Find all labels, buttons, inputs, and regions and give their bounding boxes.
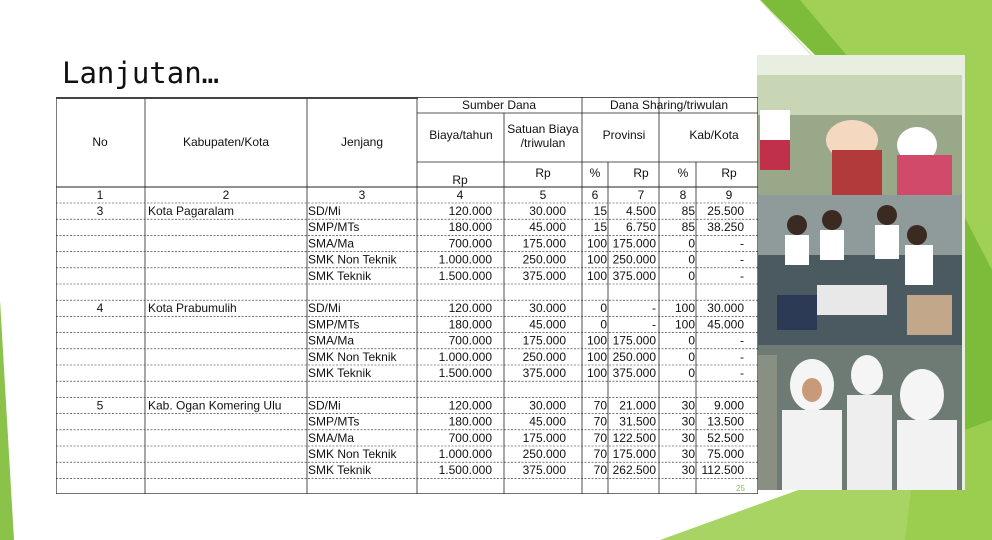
cell-kab-rp: 75.000 — [707, 447, 744, 461]
cell-kab-pct: 0 — [688, 349, 695, 364]
cell-provinsi-pct: 0 — [600, 317, 607, 332]
cell-biaya-tahun: 180.000 — [448, 317, 492, 332]
cell-jenjang: SMP/MTs — [308, 414, 360, 429]
cell-provinsi-pct: 70 — [593, 430, 607, 445]
cell-satuan-biaya: 30.000 — [529, 204, 566, 218]
group-no: 5 — [96, 398, 104, 413]
cell-satuan-biaya: 375.000 — [522, 268, 566, 283]
cell-biaya-tahun: 120.000 — [448, 301, 492, 316]
colnum-5: 5 — [539, 188, 547, 202]
header-rp-5: Rp — [535, 166, 551, 180]
funding-table — [56, 97, 758, 494]
cell-jenjang: SD/Mi — [308, 204, 341, 218]
colnum-1: 1 — [96, 188, 104, 202]
colnum-9: 9 — [725, 188, 733, 202]
header-rp-7: Rp — [633, 166, 649, 180]
cell-satuan-biaya: 175.000 — [522, 236, 566, 251]
cell-kab-pct: 85 — [681, 204, 695, 218]
cell-jenjang: SMK Non Teknik — [308, 349, 397, 364]
cell-provinsi-pct: 70 — [593, 463, 607, 478]
cell-satuan-biaya: 45.000 — [529, 414, 566, 429]
cell-biaya-tahun: 120.000 — [448, 398, 492, 413]
cell-kab-pct: 0 — [688, 268, 695, 283]
cell-biaya-tahun: 1.000.000 — [438, 252, 492, 267]
cell-biaya-tahun: 1.000.000 — [438, 349, 492, 364]
cell-kab-pct: 30 — [681, 463, 695, 478]
cell-provinsi-rp: - — [652, 317, 656, 332]
header-rp-9: Rp — [721, 166, 737, 180]
cell-kab-pct: 0 — [688, 252, 695, 267]
cell-kab-pct: 0 — [688, 236, 695, 251]
header-sumber-dana: Sumber Dana — [461, 98, 537, 112]
cell-provinsi-pct: 70 — [593, 414, 607, 429]
colnum-4: 4 — [456, 188, 464, 202]
cell-kab-pct: 30 — [681, 398, 695, 413]
cell-kab-rp: - — [740, 366, 744, 380]
header-rp-4: Rp — [452, 173, 468, 187]
cell-kab-rp: 45.000 — [707, 317, 744, 332]
cell-satuan-biaya: 250.000 — [522, 447, 566, 461]
title-underline — [56, 97, 418, 99]
cell-jenjang: SMA/Ma — [308, 333, 355, 348]
cell-satuan-biaya: 375.000 — [522, 463, 566, 478]
cell-jenjang: SMK Teknik — [308, 268, 372, 283]
header-pct-8: % — [677, 166, 689, 180]
cell-kab-rp: 13.500 — [707, 414, 744, 429]
cell-biaya-tahun: 1.500.000 — [438, 463, 492, 478]
header-kab-kota: Kab/Kota — [689, 128, 739, 142]
cell-satuan-biaya: 175.000 — [522, 430, 566, 445]
colnum-2: 2 — [222, 188, 230, 202]
header-jenjang: Jenjang — [340, 135, 384, 149]
cell-kab-rp: - — [740, 252, 744, 267]
cell-biaya-tahun: 700.000 — [448, 333, 492, 348]
cell-provinsi-rp: 375.000 — [612, 268, 656, 283]
cell-kab-rp: 38.250 — [707, 220, 744, 235]
cell-biaya-tahun: 700.000 — [448, 236, 492, 251]
cell-provinsi-pct: 100 — [586, 366, 607, 380]
cell-biaya-tahun: 1.000.000 — [438, 447, 492, 461]
header-pct-6: % — [589, 166, 601, 180]
group-kabupaten: Kota Pagaralam — [148, 204, 235, 218]
cell-provinsi-pct: 100 — [586, 252, 607, 267]
cell-provinsi-rp: 175.000 — [612, 447, 656, 461]
cell-satuan-biaya: 45.000 — [529, 220, 566, 235]
cell-provinsi-rp: 4.500 — [625, 204, 656, 218]
header-satuan-biaya-2: /triwulan — [520, 136, 566, 150]
cell-jenjang: SMP/MTs — [308, 220, 360, 235]
cell-jenjang: SMA/Ma — [308, 430, 355, 445]
cell-jenjang: SD/Mi — [308, 301, 341, 316]
cell-biaya-tahun: 700.000 — [448, 430, 492, 445]
cell-kab-rp: 112.500 — [701, 463, 744, 478]
cell-provinsi-rp: - — [652, 301, 656, 316]
header-provinsi: Provinsi — [602, 128, 646, 142]
cell-jenjang: SMA/Ma — [308, 236, 355, 251]
cell-kab-pct: 0 — [688, 333, 695, 348]
cell-provinsi-rp: 250.000 — [612, 349, 656, 364]
cell-kab-pct: 100 — [674, 317, 695, 332]
cell-provinsi-pct: 0 — [600, 301, 607, 316]
cell-provinsi-rp: 375.000 — [612, 366, 656, 380]
cell-biaya-tahun: 180.000 — [448, 220, 492, 235]
group-kabupaten: Kota Prabumulih — [148, 301, 237, 316]
group-kabupaten: Kab. Ogan Komering Ulu — [148, 398, 282, 413]
cell-provinsi-pct: 70 — [593, 447, 607, 461]
cell-provinsi-pct: 100 — [586, 236, 607, 251]
cell-kab-rp: 30.000 — [707, 301, 744, 316]
cell-jenjang: SMP/MTs — [308, 317, 360, 332]
colnum-3: 3 — [358, 188, 366, 202]
green-ribbon-left — [0, 300, 14, 540]
cell-kab-pct: 30 — [681, 447, 695, 461]
cell-provinsi-rp: 175.000 — [612, 333, 656, 348]
cell-satuan-biaya: 375.000 — [522, 366, 566, 380]
cell-jenjang: SMK Non Teknik — [308, 447, 397, 461]
cell-kab-rp: - — [740, 333, 744, 348]
cell-provinsi-pct: 100 — [586, 333, 607, 348]
cell-satuan-biaya: 30.000 — [529, 398, 566, 413]
colnum-7: 7 — [637, 188, 645, 202]
cell-jenjang: SD/Mi — [308, 398, 341, 413]
cell-provinsi-rp: 6.750 — [625, 220, 656, 235]
cell-kab-pct: 30 — [681, 430, 695, 445]
header-kabupaten: Kabupaten/Kota — [182, 135, 270, 149]
header-no: No — [92, 135, 108, 149]
students-photo-collage — [757, 55, 965, 490]
cell-kab-rp: 52.500 — [707, 430, 744, 445]
group-no: 4 — [96, 301, 104, 316]
cell-biaya-tahun: 120.000 — [448, 204, 492, 218]
cell-kab-rp: - — [740, 236, 744, 251]
cell-jenjang: SMK Non Teknik — [308, 252, 397, 267]
header-satuan-biaya: Satuan Biaya — [507, 122, 579, 136]
cell-provinsi-rp: 175.000 — [612, 236, 656, 251]
cell-kab-rp: 25.500 — [707, 204, 744, 218]
cell-satuan-biaya: 45.000 — [529, 317, 566, 332]
cell-kab-pct: 30 — [681, 414, 695, 429]
cell-provinsi-pct: 100 — [586, 268, 607, 283]
cell-provinsi-pct: 15 — [593, 220, 607, 235]
page-number: 25 — [736, 484, 745, 493]
cell-provinsi-rp: 262.500 — [612, 463, 656, 478]
cell-jenjang: SMK Teknik — [308, 366, 372, 380]
cell-provinsi-rp: 122.500 — [612, 430, 656, 445]
cell-satuan-biaya: 250.000 — [522, 349, 566, 364]
cell-provinsi-rp: 250.000 — [612, 252, 656, 267]
cell-provinsi-rp: 31.500 — [619, 414, 656, 429]
cell-provinsi-pct: 100 — [586, 349, 607, 364]
cell-biaya-tahun: 1.500.000 — [438, 366, 492, 380]
cell-satuan-biaya: 175.000 — [522, 333, 566, 348]
cell-satuan-biaya: 30.000 — [529, 301, 566, 316]
group-no: 3 — [96, 204, 104, 218]
cell-kab-rp: 9.000 — [713, 398, 744, 413]
cell-kab-pct: 100 — [674, 301, 695, 316]
cell-biaya-tahun: 180.000 — [448, 414, 492, 429]
cell-provinsi-pct: 15 — [593, 204, 607, 218]
cell-satuan-biaya: 250.000 — [522, 252, 566, 267]
cell-provinsi-pct: 70 — [593, 398, 607, 413]
cell-kab-pct: 85 — [681, 220, 695, 235]
colnum-6: 6 — [591, 188, 599, 202]
header-biaya-tahun: Biaya/tahun — [429, 128, 493, 142]
cell-kab-rp: - — [740, 268, 744, 283]
cell-provinsi-rp: 21.000 — [619, 398, 656, 413]
cell-kab-rp: - — [740, 349, 744, 364]
cell-biaya-tahun: 1.500.000 — [438, 268, 492, 283]
colnum-8: 8 — [679, 188, 687, 202]
cell-kab-pct: 0 — [688, 366, 695, 380]
cell-jenjang: SMK Teknik — [308, 463, 372, 478]
slide-title: Lanjutan… — [62, 56, 220, 90]
header-dana-sharing: Dana Sharing/triwulan — [609, 98, 729, 112]
